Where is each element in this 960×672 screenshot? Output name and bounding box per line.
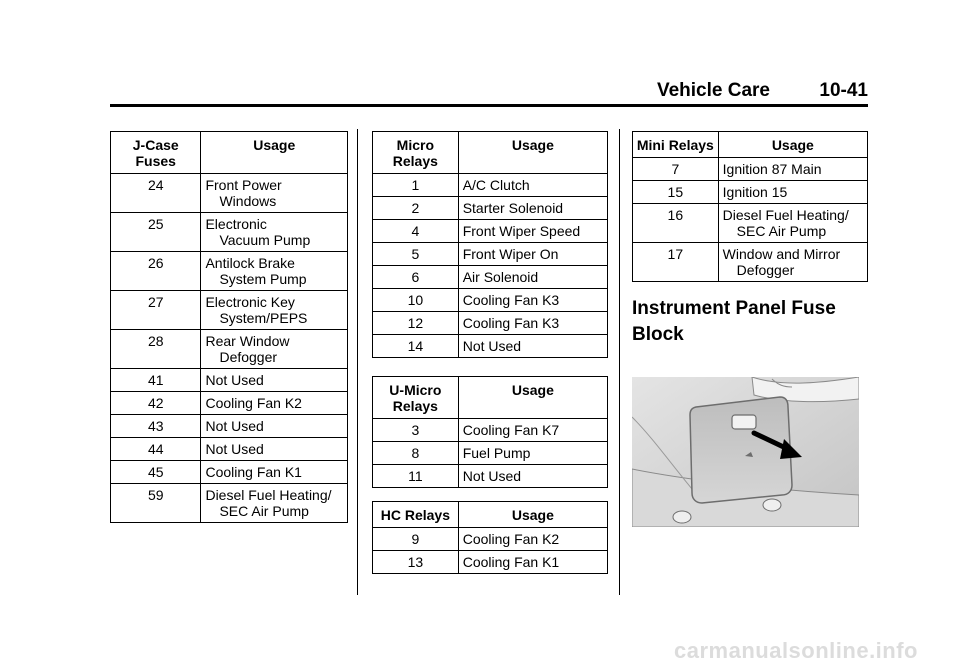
fuse-number: 41 [111, 369, 201, 392]
fuse-usage [201, 369, 348, 392]
usage-text-continued: Windows [219, 193, 277, 209]
usage-text: Cooling Fan K3 [462, 315, 560, 331]
usage-text: Not Used [205, 441, 264, 457]
fuse-number: 13 [373, 551, 459, 574]
table-row [111, 291, 348, 330]
table-row [373, 174, 608, 197]
fuse-usage [718, 158, 867, 181]
watermark: carmanualsonline.info [674, 638, 918, 663]
column-divider-2 [619, 129, 620, 595]
table-row [111, 213, 348, 252]
usage-text: Air Solenoid [462, 269, 539, 285]
column-header-usage: Usage [458, 132, 607, 174]
fuse-number: 25 [111, 213, 201, 252]
usage-text: A/C Clutch [462, 177, 530, 193]
fuse-usage [201, 174, 348, 213]
usage-text: Diesel Fuel Heating/ [205, 487, 332, 503]
table-row [633, 243, 868, 282]
column-divider-1 [357, 129, 358, 595]
fuse-number: 10 [373, 289, 459, 312]
jcase-fuses-table [110, 131, 348, 523]
column-header-usage: Usage [458, 377, 607, 419]
table-row [373, 266, 608, 289]
fuse-usage [201, 484, 348, 523]
fuse-number: 43 [111, 415, 201, 438]
usage-text: Window and Mirror [722, 246, 841, 262]
table-row [373, 220, 608, 243]
column-header-micro: Micro Relays [373, 132, 459, 174]
table-row [111, 438, 348, 461]
fuse-number: 12 [373, 312, 459, 335]
fuse-usage [458, 243, 607, 266]
section-title: Instrument Panel Fuse Block [632, 298, 836, 345]
fuse-number: 14 [373, 335, 459, 358]
fuse-usage [718, 243, 867, 282]
fuse-cover [690, 397, 792, 503]
usage-text: Electronic [205, 216, 267, 232]
column-header-umicro: U-Micro Relays [373, 377, 459, 419]
fuse-usage [458, 551, 607, 574]
fuse-number: 11 [373, 465, 459, 488]
table-row [373, 243, 608, 266]
usage-text: Not Used [462, 338, 522, 354]
usage-text: Electronic Key [205, 294, 295, 310]
table-row [373, 197, 608, 220]
fuse-number: 2 [373, 197, 459, 220]
fuse-number: 6 [373, 266, 459, 289]
table-row [373, 442, 608, 465]
table-row [373, 289, 608, 312]
fuse-usage [458, 220, 607, 243]
table-row [633, 158, 868, 181]
usage-text: Cooling Fan K3 [462, 292, 560, 308]
table-row [111, 392, 348, 415]
fuse-usage [201, 415, 348, 438]
fuse-number: 9 [373, 528, 459, 551]
umicro-relays-table [372, 376, 608, 488]
usage-text: Cooling Fan K2 [205, 395, 302, 411]
table-row [373, 335, 608, 358]
usage-text: Cooling Fan K2 [462, 531, 560, 547]
table-row [633, 181, 868, 204]
column-header-usage: Usage [718, 132, 867, 158]
fuse-usage [458, 465, 607, 488]
usage-text: Rear Window [205, 333, 290, 349]
fuse-number: 42 [111, 392, 201, 415]
table-row [373, 312, 608, 335]
usage-text-continued: System Pump [219, 271, 307, 287]
fuse-number: 16 [633, 204, 719, 243]
column-header-usage: Usage [201, 132, 348, 174]
fuse-number: 24 [111, 174, 201, 213]
fuse-number: 44 [111, 438, 201, 461]
fuse-usage [458, 442, 607, 465]
fuse-usage [201, 461, 348, 484]
page-header [110, 78, 868, 107]
cover-latch [732, 415, 756, 429]
fuse-number: 8 [373, 442, 459, 465]
fuse-panel-drawing [632, 377, 859, 527]
micro-relays-table [372, 131, 608, 358]
fuse-usage [458, 312, 607, 335]
fuse-usage [718, 181, 867, 204]
table-row [111, 461, 348, 484]
fuse-usage [201, 291, 348, 330]
fuse-number: 59 [111, 484, 201, 523]
usage-text: Not Used [205, 372, 264, 388]
column-header-usage: Usage [458, 502, 607, 528]
usage-text-continued: SEC Air Pump [736, 223, 827, 239]
usage-text: Front Wiper On [462, 246, 559, 262]
fuse-number: 7 [633, 158, 719, 181]
fuse-usage [458, 335, 607, 358]
fuse-number: 3 [373, 419, 459, 442]
hc-relays-table [372, 501, 608, 574]
usage-text: Diesel Fuel Heating/ [722, 207, 849, 223]
usage-text-continued: Defogger [736, 262, 795, 278]
table-row [111, 174, 348, 213]
table-row [111, 369, 348, 392]
table-row [111, 415, 348, 438]
column-header-jcase: J-Case Fuses [111, 132, 201, 174]
page-number: 10-41 [819, 80, 868, 101]
mini-relays-table [632, 131, 868, 282]
usage-text-continued: SEC Air Pump [219, 503, 309, 519]
fuse-usage [458, 289, 607, 312]
usage-text: Not Used [205, 418, 264, 434]
usage-text: Starter Solenoid [462, 200, 564, 216]
table-row [111, 330, 348, 369]
usage-text: Not Used [462, 468, 522, 484]
column-header-mini: Mini Relays [633, 132, 719, 158]
section-name: Vehicle Care [656, 80, 770, 101]
table-row [373, 551, 608, 574]
fuse-usage [201, 392, 348, 415]
usage-text: Fuel Pump [462, 445, 531, 461]
table-row [373, 528, 608, 551]
fuse-usage [458, 419, 607, 442]
usage-text: Ignition 15 [722, 184, 788, 200]
fuse-number: 17 [633, 243, 719, 282]
table-row [111, 252, 348, 291]
fuse-number: 28 [111, 330, 201, 369]
fuse-usage [201, 213, 348, 252]
fuse-usage [458, 528, 607, 551]
fuse-usage [201, 252, 348, 291]
usage-text: Cooling Fan K1 [205, 464, 302, 480]
fuse-number: 1 [373, 174, 459, 197]
usage-text: Front Wiper Speed [462, 223, 581, 239]
table-row [633, 204, 868, 243]
table-row [373, 465, 608, 488]
usage-text-continued: Defogger [219, 349, 278, 365]
fuse-usage [718, 204, 867, 243]
fuse-usage [458, 197, 607, 220]
fuse-usage [458, 266, 607, 289]
table-row [373, 419, 608, 442]
fuse-number: 45 [111, 461, 201, 484]
usage-text-continued: Vacuum Pump [219, 232, 311, 248]
usage-text: Cooling Fan K1 [462, 554, 560, 570]
fuse-number: 27 [111, 291, 201, 330]
fuse-number: 15 [633, 181, 719, 204]
fuse-usage [201, 438, 348, 461]
usage-text: Ignition 87 Main [722, 161, 822, 177]
usage-text-continued: System/PEPS [219, 310, 308, 326]
table-row [111, 484, 348, 523]
usage-text: Cooling Fan K7 [462, 422, 560, 438]
usage-text: Antilock Brake [205, 255, 295, 271]
fuse-number: 4 [373, 220, 459, 243]
fuse-usage [458, 174, 607, 197]
usage-text: Front Power [205, 177, 282, 193]
fuse-number: 26 [111, 252, 201, 291]
column-header-hc: HC Relays [373, 502, 459, 528]
fuse-block-illustration [632, 377, 859, 527]
fuse-usage [201, 330, 348, 369]
fuse-number: 5 [373, 243, 459, 266]
